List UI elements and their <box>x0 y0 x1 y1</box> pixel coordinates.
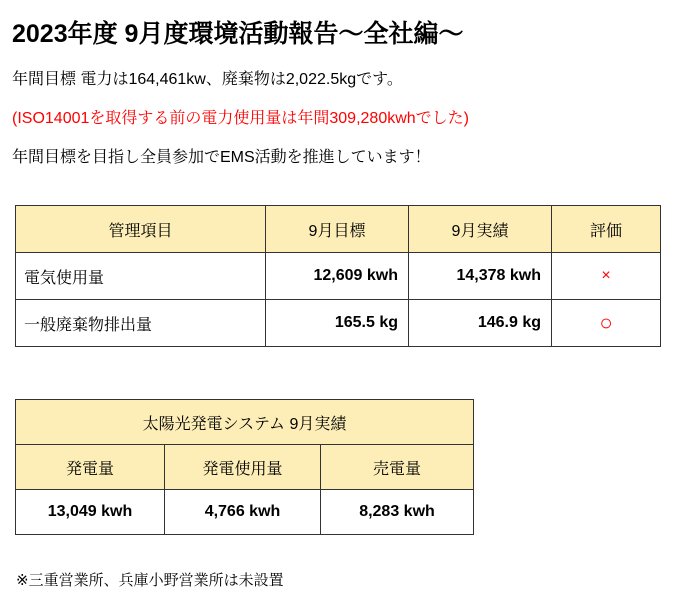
intro-paragraph-1: 年間目標 電力は164,461kw、廃棄物は2,022.5kgです。 <box>12 71 403 88</box>
table-header-row <box>16 206 661 253</box>
header-target: 9月目標 <box>266 206 409 253</box>
row-item-electricity: 電気使用量 <box>16 253 266 300</box>
solar-title-row <box>16 400 474 445</box>
header-self-consumption: 発電使用量 <box>165 445 321 490</box>
value-sold-power: 8,283 kwh <box>321 490 474 535</box>
row-actual-waste: 146.9 kg <box>409 300 552 347</box>
row-target-waste: 165.5 kg <box>266 300 409 347</box>
value-self-consumption: 4,766 kwh <box>165 490 321 535</box>
header-sold-power: 売電量 <box>321 445 474 490</box>
row-item-waste: 一般廃棄物排出量 <box>16 300 266 347</box>
circle-mark-icon: ○ <box>552 300 661 347</box>
table-row <box>16 300 661 347</box>
spacer <box>10 183 675 205</box>
value-generation: 13,049 kwh <box>16 490 165 535</box>
header-actual: 9月実績 <box>409 206 552 253</box>
solar-table-title: 太陽光発電システム 9月実績 <box>16 400 474 445</box>
intro-paragraph-2: (ISO14001を取得する前の電力使用量は年間309,280kwhでした) <box>12 110 470 127</box>
cross-mark-icon: × <box>552 253 661 300</box>
header-generation: 発電量 <box>16 445 165 490</box>
environment-results-table <box>15 205 661 347</box>
row-actual-electricity: 14,378 kwh <box>409 253 552 300</box>
solar-header-row <box>16 445 474 490</box>
intro-paragraph-3: 年間目標を目指し全員参加でEMS活動を推進しています！ <box>12 149 431 166</box>
footnote: ※三重営業所、兵庫小野営業所は未設置 <box>16 572 284 589</box>
row-target-electricity: 12,609 kwh <box>266 253 409 300</box>
solar-value-row <box>16 490 474 535</box>
spacer <box>10 347 675 399</box>
header-item: 管理項目 <box>16 206 266 253</box>
header-evaluation: 評価 <box>552 206 661 253</box>
solar-power-table <box>15 399 474 535</box>
table-row <box>16 253 661 300</box>
page-title: 2023年度 9月度環境活動報告～全社編～ <box>12 20 464 48</box>
